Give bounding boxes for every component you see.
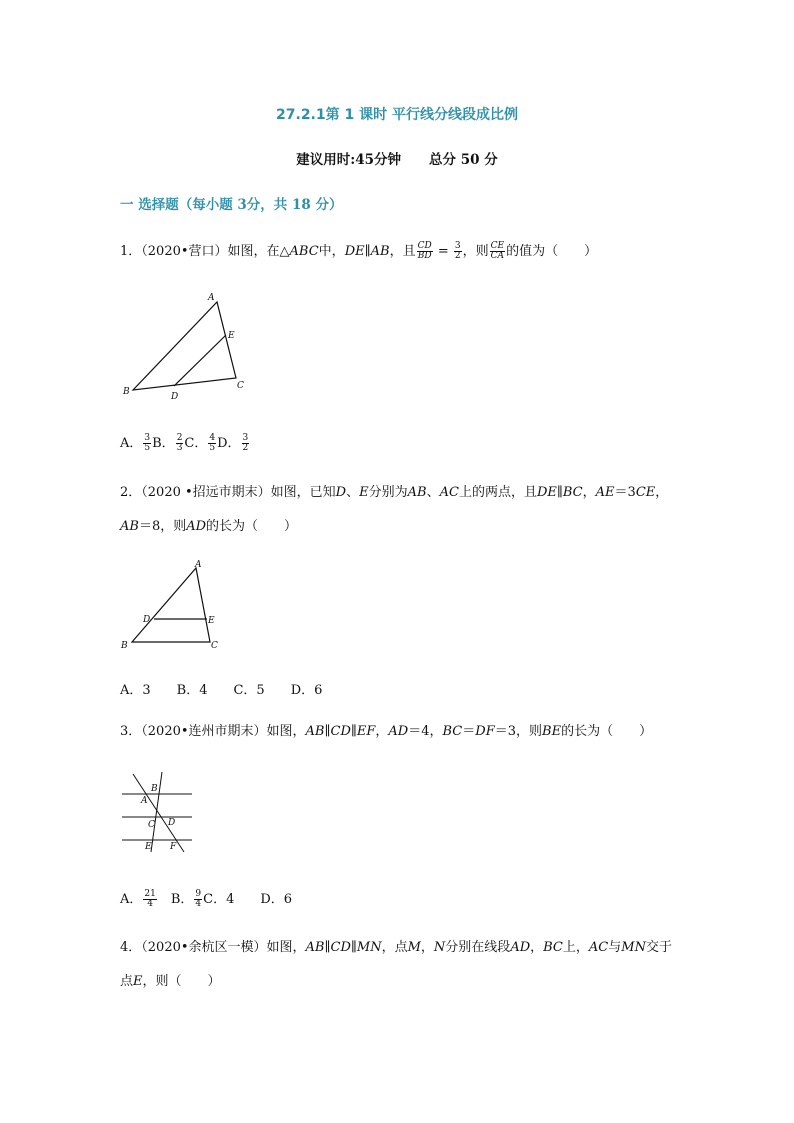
option-c-label: C． xyxy=(184,436,208,451)
q2-var: E xyxy=(359,485,369,500)
option-a-fraction: $\frac{21}{4}$ xyxy=(144,889,156,909)
label-e: E xyxy=(228,331,235,341)
label-e: E xyxy=(145,842,152,852)
q4-text-part: 交于 xyxy=(645,940,672,955)
exam-info xyxy=(0,148,794,168)
label-a: A xyxy=(208,293,215,303)
q3-var: DF xyxy=(475,724,495,739)
label-c: C xyxy=(211,641,218,651)
q1-text-part: ∥ xyxy=(364,244,371,259)
q4-var: BC xyxy=(543,940,563,955)
q4-text-part: ， xyxy=(420,940,434,955)
q1-var: AB xyxy=(370,244,390,259)
question-3-options xyxy=(120,888,292,909)
option-b-fraction: $\frac{9}{4}$ xyxy=(195,889,202,909)
question-2-options: A．3 B．4 C．5 D．6 xyxy=(120,683,323,698)
q4-var: AC xyxy=(588,940,609,955)
q3-text-part: ＝3，则 xyxy=(494,724,543,739)
q4-var: E xyxy=(133,974,143,989)
q3-text-part: ， xyxy=(375,724,389,739)
q3-text-part: ＝4， xyxy=(408,724,443,739)
q1-var: ABC xyxy=(289,244,319,259)
q2-var: BC xyxy=(562,485,583,500)
q4-text-part: ，点 xyxy=(381,940,408,955)
q1-text-part: 中， xyxy=(318,244,345,259)
q2-text-part: 2．（2020 •招远市期末）如图，已知 xyxy=(120,485,336,500)
option-c-fraction: $\frac{4}{5}$ xyxy=(209,433,216,453)
q2-text-part: ∥ xyxy=(556,485,563,500)
q4-text-part: 与 xyxy=(608,940,622,955)
q1-text-part: = xyxy=(433,244,453,259)
q3-var: AB xyxy=(305,724,325,739)
q3-var: CD xyxy=(330,724,351,739)
q3-var: AD xyxy=(388,724,409,739)
option-a-label: A． xyxy=(120,436,143,451)
question-3-text xyxy=(120,723,652,741)
q1-fraction: $\frac{3}{2}$ xyxy=(454,241,461,261)
label-c: C xyxy=(148,820,155,830)
page-title: 27.2.1第 1 课时 平行线分线段成比例 xyxy=(276,107,518,123)
q3-var: EF xyxy=(356,724,376,739)
q4-var: MN xyxy=(621,940,646,955)
question-2-text xyxy=(120,484,680,536)
q2-var: DE xyxy=(536,485,557,500)
q2-text-part: ＝3 xyxy=(614,485,636,500)
q3-text-part: ∥ xyxy=(324,724,331,739)
q2-var: AB xyxy=(120,519,139,534)
option-a-label: A． xyxy=(120,892,143,907)
q2-text-part: 上的两点，且 xyxy=(458,485,537,500)
section-heading: 一 选择题（每小题 3分，共 18 分） xyxy=(120,197,343,213)
q4-text-part: ，则（ ） xyxy=(142,974,221,989)
q3-text-part: ∥ xyxy=(350,724,357,739)
label-a: A xyxy=(141,796,148,806)
total-score: 总分 50 分 xyxy=(429,152,498,168)
options-c-d: C．4 D．6 xyxy=(203,892,293,907)
suggested-time: 建议用时:45分钟 xyxy=(296,152,402,168)
option-b-label: B． xyxy=(157,892,194,907)
q4-var: CD xyxy=(330,940,351,955)
label-e: E xyxy=(208,616,215,626)
q4-text-part: 上， xyxy=(562,940,589,955)
option-b-label: B． xyxy=(152,436,175,451)
label-b: B xyxy=(151,784,158,794)
q2-text-part: ＝8，则 xyxy=(138,519,187,534)
q1-fraction: $\frac{CD}{BD}$ xyxy=(417,241,432,261)
segment-de xyxy=(174,335,226,386)
label-d: D xyxy=(168,818,176,828)
q4-text-part: ， xyxy=(530,940,544,955)
q3-text-part: ＝ xyxy=(462,724,476,739)
q4-var: AD xyxy=(510,940,531,955)
q4-text-part: ∥ xyxy=(324,940,331,955)
triangle-abc xyxy=(132,568,210,642)
q4-var: MN xyxy=(356,940,382,955)
q2-text-part: 的长为（ ） xyxy=(206,519,298,534)
label-f: F xyxy=(170,842,177,852)
q3-parallel-lines-figure xyxy=(118,770,198,856)
q2-text-part: 、 xyxy=(346,485,360,500)
q2-var: AE xyxy=(595,485,615,500)
q2-var: AC xyxy=(439,485,459,500)
label-b: B xyxy=(121,641,128,651)
q4-text-part: 4．（2020•余杭区一模）如图， xyxy=(120,940,306,955)
q1-text-part: 1．（2020•营口）如图，在△ xyxy=(120,244,290,259)
q2-var: D xyxy=(335,485,347,500)
q3-var: BC xyxy=(442,724,463,739)
label-d: D xyxy=(171,392,179,402)
q1-text-part: ，则 xyxy=(462,244,489,259)
q3-text-part: 3．（2020•连州市期末）如图， xyxy=(120,724,306,739)
q4-var: M xyxy=(407,940,421,955)
q4-var: N xyxy=(433,940,446,955)
q4-text-part: 点 xyxy=(120,974,134,989)
option-d-label: D． xyxy=(217,436,241,451)
q2-text-part: ， xyxy=(655,485,669,500)
question-4-text xyxy=(120,939,700,991)
q2-text-part: 、 xyxy=(426,485,440,500)
option-a-fraction: $\frac{3}{5}$ xyxy=(144,433,151,453)
q4-text-part: 分别在线段 xyxy=(445,940,511,955)
q4-var: AB xyxy=(305,940,325,955)
q2-var: CE xyxy=(635,485,656,500)
label-c: C xyxy=(237,381,244,391)
triangle-abc xyxy=(133,302,236,390)
q2-text-part: 分别为 xyxy=(368,485,408,500)
q1-fraction: $\frac{CE}{CA}$ xyxy=(490,241,505,261)
label-d: D xyxy=(143,615,151,625)
q1-var: DE xyxy=(344,244,365,259)
label-b: B xyxy=(123,387,130,397)
q3-text-part: 的长为（ ） xyxy=(561,724,653,739)
q2-var: AD xyxy=(186,519,207,534)
question-1-text xyxy=(120,242,597,261)
option-b-fraction: $\frac{2}{3}$ xyxy=(176,433,183,453)
question-1-options xyxy=(120,432,250,453)
q2-text-part: ， xyxy=(582,485,596,500)
q1-triangle-figure xyxy=(118,290,253,402)
q2-triangle-figure xyxy=(118,558,230,654)
q2-var: AB xyxy=(407,485,427,500)
q1-text-part: 的值为（ ） xyxy=(506,244,598,259)
q1-text-part: ，且 xyxy=(389,244,416,259)
q4-text-part: ∥ xyxy=(350,940,357,955)
q3-var: BE xyxy=(542,724,562,739)
label-a: A xyxy=(195,560,202,570)
option-d-fraction: $\frac{3}{2}$ xyxy=(242,433,249,453)
